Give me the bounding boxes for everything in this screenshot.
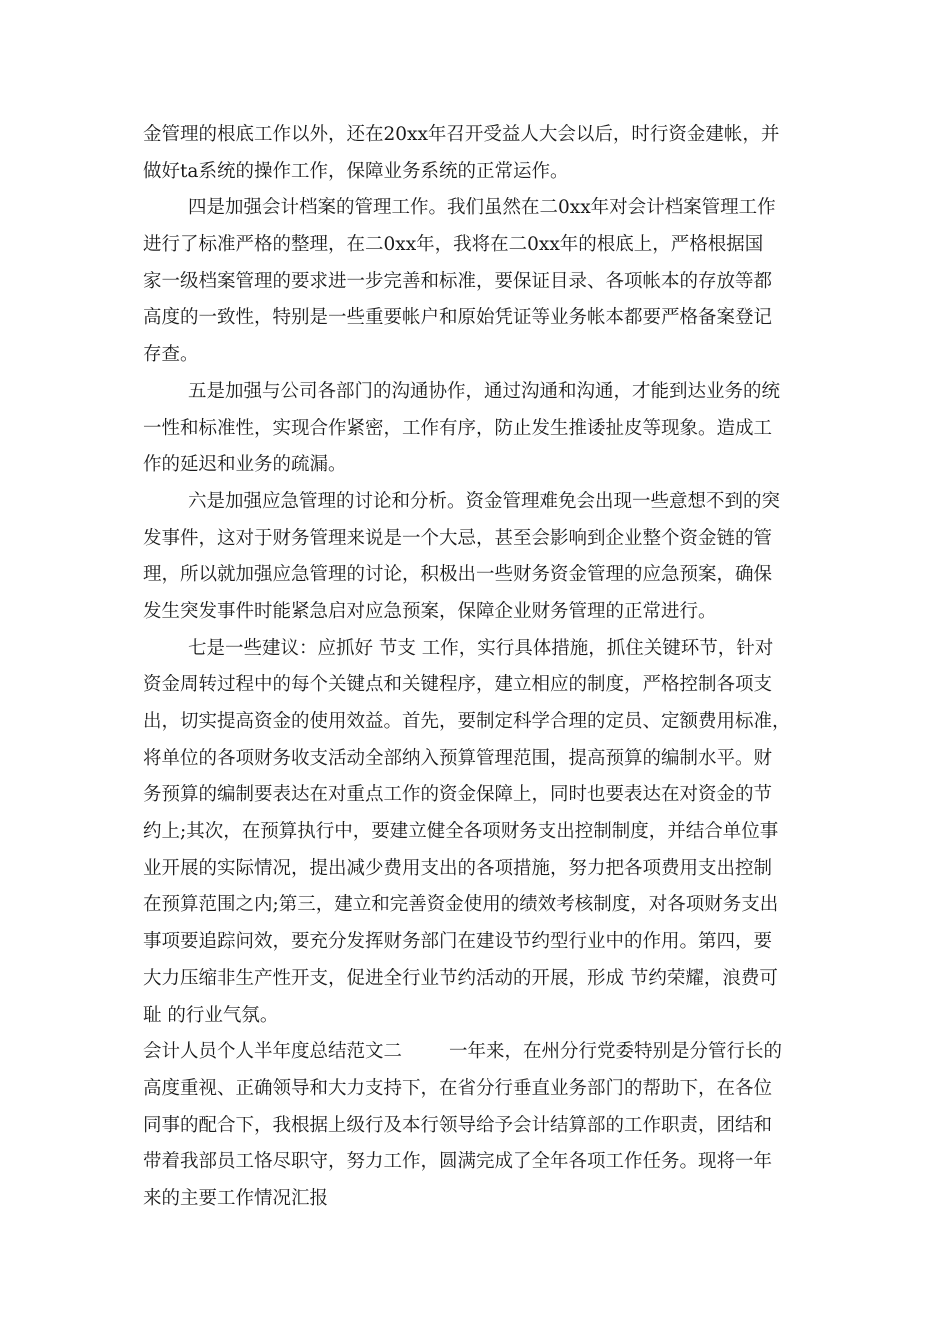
document-body bbox=[143, 117, 807, 1218]
text-line: 带着我部员工恪尽职守，努力工作，圆满完成了全年各项工作任务。现将一年 bbox=[143, 1151, 773, 1173]
text-line: 资金周转过程中的每个关键点和关键程序，建立相应的制度，严格控制各项支 bbox=[143, 674, 773, 696]
text-line: 耻 的行业气氛。 bbox=[143, 1004, 279, 1026]
text-line: 业开展的实际情况，提出减少费用支出的各项措施，努力把各项费用支出控制 bbox=[143, 857, 773, 879]
text-line: 发事件，这对于财务管理来说是一个大忌，甚至会影响到企业整个资金链的管 bbox=[143, 527, 773, 549]
text-line: 金管理的根底工作以外，还在20xx年召开受益人大会以后，时行资金建帐，并 bbox=[143, 124, 780, 145]
text-line: 发生突发事件时能紧急启对应急预案，保障企业财务管理的正常进行。 bbox=[143, 600, 717, 622]
text-line: 来的主要工作情况汇报 bbox=[143, 1187, 329, 1209]
text-line: 高度重视、正确领导和大力支持下，在省分行垂直业务部门的帮助下，在各位 bbox=[143, 1077, 773, 1099]
text-line: 约上;其次，在预算执行中，要建立健全各项财务支出控制制度，并结合单位事 bbox=[143, 821, 779, 843]
text-line: 高度的一致性，特别是一些重要帐户和原始凭证等业务帐本都要严格备案登记 bbox=[143, 307, 773, 329]
text-line: 进行了标准严格的整理，在二0xx年，我将在二0xx年的根底上，严格根据国 bbox=[143, 234, 764, 256]
text-line: 一性和标准性，实现合作紧密，工作有序，防止发生推诿扯皮等现象。造成工 bbox=[143, 417, 773, 439]
text-line: 理，所以就加强应急管理的讨论，积极出一些财务资金管理的应急预案，确保 bbox=[143, 564, 773, 586]
text-line: 存查。 bbox=[143, 344, 199, 366]
text-line: 大力压缩非生产性开支，促进全行业节约活动的开展，形成 节约荣耀，浪费可 bbox=[143, 967, 778, 989]
text-line: 在预算范围之内;第三，建立和完善资金使用的绩效考核制度，对各项财务支出 bbox=[143, 894, 779, 916]
text-line: 家一级档案管理的要求进一步完善和标准，要保证目录、各项帐本的存放等都 bbox=[143, 270, 773, 292]
text-line: 出，切实提高资金的使用效益。首先，要制定科学合理的定员、定额费用标准， bbox=[143, 711, 791, 732]
text-line: 作的延迟和业务的疏漏。 bbox=[143, 454, 347, 476]
text-line: 会计人员个人半年度总结范文二 一年来，在州分行党委特别是分管行长的 bbox=[143, 1041, 783, 1063]
text-line: 七是一些建议：应抓好 节支 工作，实行具体措施，抓住关键环节，针对 bbox=[188, 637, 774, 659]
text-line: 四是加强会计档案的管理工作。我们虽然在二0xx年对会计档案管理工作 bbox=[188, 197, 776, 219]
text-line: 事项要追踪问效，要充分发挥财务部门在建设节约型行业中的作用。第四，要 bbox=[143, 931, 773, 953]
text-line: 将单位的各项财务收支活动全部纳入预算管理范围，提高预算的编制水平。财 bbox=[143, 747, 773, 769]
text-line: 同事的配合下，我根据上级行及本行领导给予会计结算部的工作职责，团结和 bbox=[143, 1114, 773, 1136]
text-line: 务预算的编制要表达在对重点工作的资金保障上，同时也要表达在对资金的节 bbox=[143, 784, 773, 806]
text-line: 做好ta系统的操作工作，保障业务系统的正常运作。 bbox=[143, 160, 569, 182]
text-line: 五是加强与公司各部门的沟通协作，通过沟通和沟通，才能到达业务的统 bbox=[188, 380, 781, 402]
text-line: 六是加强应急管理的讨论和分析。资金管理难免会出现一些意想不到的突 bbox=[188, 490, 781, 512]
